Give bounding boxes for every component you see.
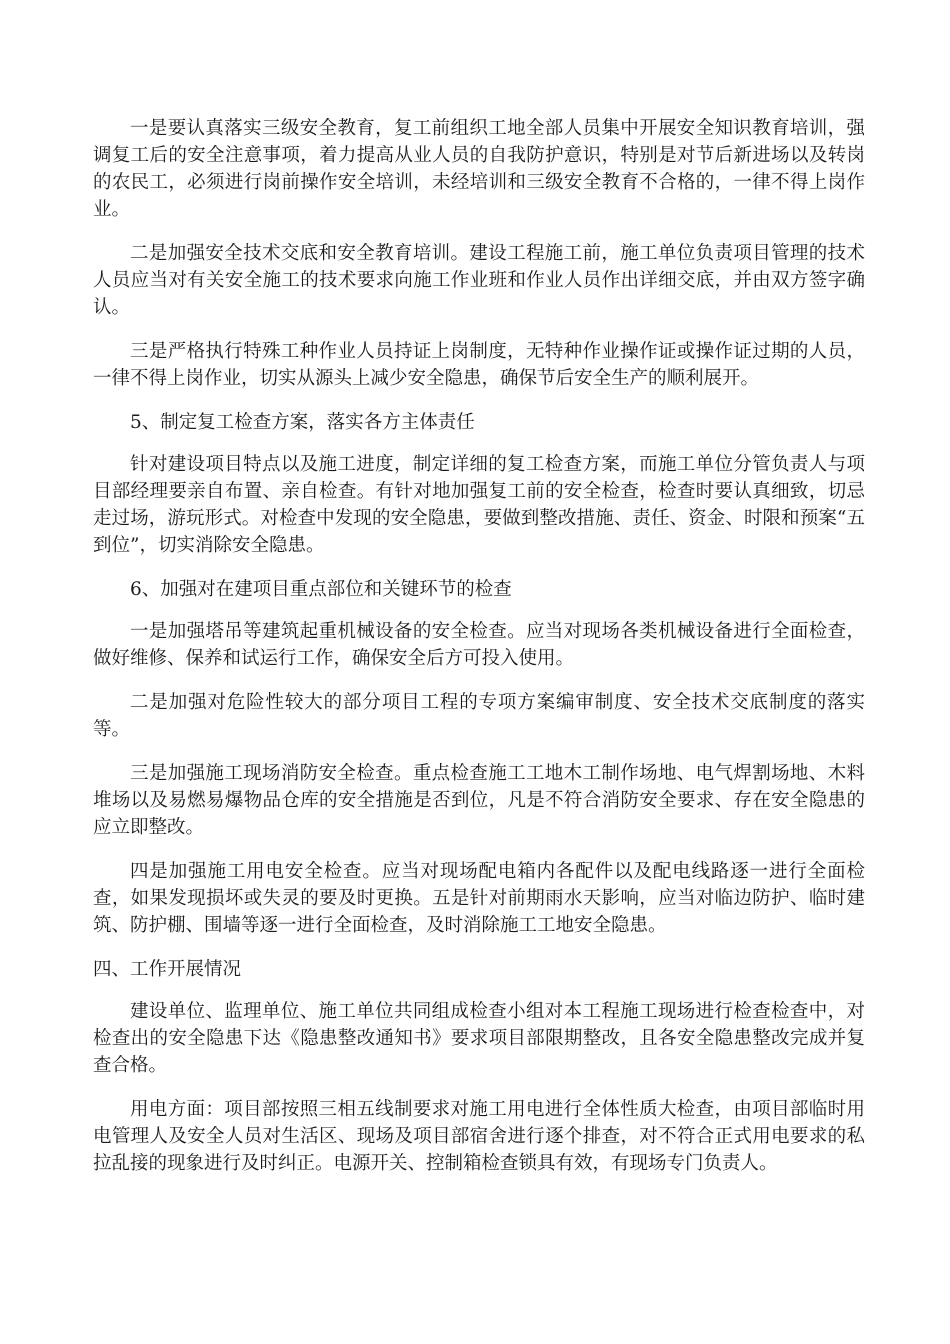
section-heading-6: 6、加强对在建项目重点部位和关键环节的检查 xyxy=(130,579,512,600)
paragraph-10: 用电方面：项目部按照三相五线制要求对施工用电进行全体性质大检查，由项目部临时用电管理人及安全人员对生活区、现场及项目部宿舍进行逐个排查，对不符合正式用电要求的私拉乱接的现象进行及时纠正。电源开关、控制箱检查锁具有效，有现场专门负责人。 xyxy=(93,1099,865,1174)
document-page xyxy=(93,115,865,1194)
paragraph-2: 二是加强安全技术交底和安全教育培训。建设工程施工前，施工单位负责项目管理的技术人员应当对有关安全施工的技术要求向施工作业班和作业人员作出详细交底，并由双方签字确认。 xyxy=(93,243,865,318)
paragraph-3: 三是严格执行特殊工种作业人员持证上岗制度，无特种作业操作证或操作证过期的人员，一律不得上岗作业，切实从源头上减少安全隐患，确保节后安全生产的顺利展开。 xyxy=(93,341,865,389)
paragraph-7: 三是加强施工现场消防安全检查。重点检查施工工地木工制作场地、电气焊割场地、木料堆场以及易燃易爆物品仓库的安全措施是否到位，凡是不符合消防安全要求、存在安全隐患的应立即整改。 xyxy=(93,763,865,838)
paragraph-9: 建设单位、监理单位、施工单位共同组成检查小组对本工程施工现场进行检查检查中，对检查出的安全隐患下达《隐患整改通知书》要求项目部限期整改，且各安全隐患整改完成并复查合格。 xyxy=(93,1001,865,1076)
paragraph-5: 一是加强塔吊等建筑起重机械设备的安全检查。应当对现场各类机械设备进行全面检查，做好维修、保养和试运行工作，确保安全后方可投入使用。 xyxy=(93,621,865,669)
paragraph-4: 针对建设项目特点以及施工进度，制定详细的复工检查方案，而施工单位分管负责人与项目部经理要亲自布置、亲自检查。有针对地加强复工前的安全检查，检查时要认真细致，切忌走过场，游玩形式。对检查中发现的安全隐患，要做到整改措施、责任、资金、时限和预案“五到位”，切实消除安全隐患。 xyxy=(93,454,865,556)
paragraph-1: 一是要认真落实三级安全教育，复工前组织工地全部人员集中开展安全知识教育培训，强调复工后的安全注意事项，着力提高从业人员的自我防护意识，特别是对节后新进场以及转岗的农民工，必须进行岗前操作安全培训，未经培训和三级安全教育不合格的，一律不得上岗作业。 xyxy=(93,118,865,220)
section-heading-5: 5、制定复工检查方案，落实各方主体责任 xyxy=(130,412,475,433)
paragraph-8: 四是加强施工用电安全检查。应当对现场配电箱内各配件以及配电线路逐一进行全面检查，如果发现损坏或失灵的要及时更换。五是针对前期雨水天影响，应当对临边防护、临时建筑、防护棚、围墙等逐一进行全面检查，及时消除施工工地安全隐患。 xyxy=(93,861,865,936)
chapter-heading-4: 四、工作开展情况 xyxy=(93,959,242,980)
paragraph-6: 二是加强对危险性较大的部分项目工程的专项方案编审制度、安全技术交底制度的落实等。 xyxy=(93,692,865,740)
